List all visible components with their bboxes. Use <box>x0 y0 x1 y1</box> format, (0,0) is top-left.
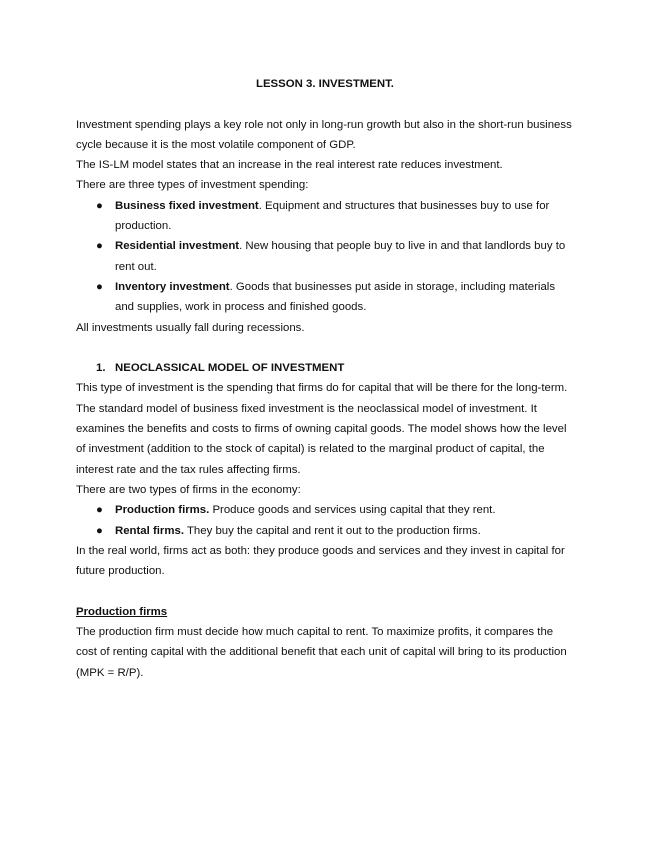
list-item: ● Business fixed investment. Equipment and structures that businesses buy to use for production. <box>96 199 550 233</box>
intro-paragraph-4: All investments usually fall during recessions. <box>76 321 305 334</box>
section-paragraph-2: The standard model of business fixed investment is the neoclassical model of investment. It examines the benefits and costs to firms of owning capital goods. The model shows how the level of investment (addition to the stock of capital) is related to the marginal product of capital, the interest rate and the tax rules affecting firms. <box>76 402 567 476</box>
section-paragraph-3: There are two types of firms in the economy: <box>76 483 301 496</box>
list-item: ● Production firms. Produce goods and services using capital that they rent. <box>96 504 496 517</box>
list-item: ● Rental firms. They buy the capital and rent it out to the production firms. <box>96 524 481 537</box>
intro-paragraph-1: Investment spending plays a key role not only in long-run growth but also in the short-run business cycle because it is the most volatile component of GDP. <box>76 118 572 151</box>
intro-paragraph-2: The IS-LM model states that an increase in the real interest rate reduces investment. <box>76 159 503 172</box>
document-body <box>76 74 576 683</box>
firm-types-list <box>76 500 576 541</box>
lesson-title: LESSON 3. INVESTMENT. <box>256 78 394 90</box>
section-paragraph-1: This type of investment is the spending that firms do for capital that will be there for the long-term. <box>76 382 568 395</box>
section-paragraph-4: In the real world, firms act as both: they produce goods and services and they invest in capital for future production. <box>76 544 565 578</box>
subsection-paragraph-1: The production firm must decide how much capital to rent. To maximize profits, it compares the cost of renting capital with the additional benefit that each unit of capital will bring to its production (MPK = R/P). <box>76 626 567 679</box>
list-item: ● Residential investment. New housing that people buy to live in and that landlords buy to rent out. <box>96 240 566 273</box>
subsection-heading: Production firms <box>76 605 168 618</box>
intro-paragraph-3: There are three types of investment spending: <box>76 179 309 192</box>
list-item: ● Inventory investment. Goods that businesses put aside in storage, including materials and supplies, work in process and finished goods. <box>96 280 556 314</box>
investment-types-list <box>76 196 576 318</box>
section-heading: 1. NEOCLASSICAL MODEL OF INVESTMENT <box>96 362 345 375</box>
